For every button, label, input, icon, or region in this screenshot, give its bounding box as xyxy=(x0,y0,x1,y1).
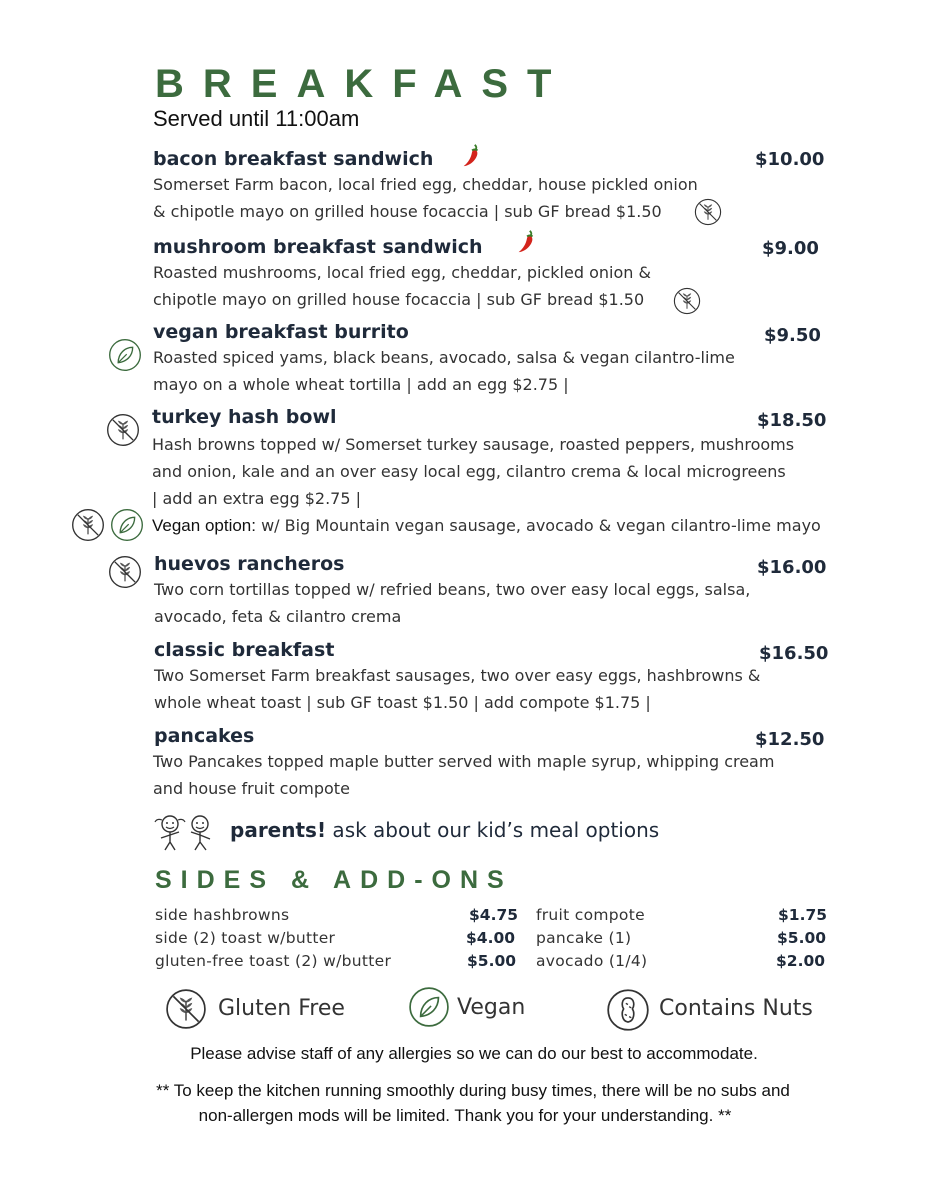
item-description: | add an extra egg $2.75 | xyxy=(152,489,362,508)
item-name: classic breakfast xyxy=(154,639,335,661)
menu-title: BREAKFAST xyxy=(155,62,571,106)
gluten-free-icon xyxy=(694,198,722,226)
item-description: Roasted mushrooms, local fried egg, cheddar, pickled onion & xyxy=(153,263,651,282)
side-item-name: side hashbrowns xyxy=(155,906,290,924)
item-name: bacon breakfast sandwich xyxy=(153,148,434,170)
side-item-price: $4.00 xyxy=(466,929,516,947)
allergy-note: Please advise staff of any allergies so we can do our best to accommodate. xyxy=(190,1044,758,1063)
item-description: and house fruit compote xyxy=(153,779,350,798)
side-item-price: $1.75 xyxy=(778,906,828,924)
item-price: $18.50 xyxy=(757,410,827,431)
gluten-free-icon xyxy=(673,287,701,315)
nut-icon xyxy=(606,988,650,1032)
side-item-price: $2.00 xyxy=(776,952,826,970)
gluten-free-icon xyxy=(108,555,142,589)
legend-nuts: Contains Nuts xyxy=(659,996,813,1021)
side-item-price: $5.00 xyxy=(467,952,517,970)
side-item-price: $5.00 xyxy=(777,929,827,947)
kids-meal-bold: parents! xyxy=(230,818,327,842)
item-description: Hash browns topped w/ Somerset turkey sausage, roasted peppers, mushrooms xyxy=(152,435,795,454)
item-description: & chipotle mayo on grilled house focaccia | sub GF bread $1.50 xyxy=(153,202,662,221)
item-description: and onion, kale and an over easy local egg, cilantro crema & local microgreens xyxy=(152,462,786,481)
item-description: mayo on a whole wheat tortilla | add an egg $2.75 | xyxy=(153,375,569,394)
kids-meal-note xyxy=(230,818,659,842)
side-item-name: avocado (1/4) xyxy=(536,952,648,970)
sides-title: SIDES & ADD-ONS xyxy=(155,866,513,894)
item-price: $10.00 xyxy=(755,149,825,170)
item-description: Two Pancakes topped maple butter served with maple syrup, whipping cream xyxy=(153,752,775,771)
item-description: Roasted spiced yams, black beans, avocado, salsa & vegan cilantro-lime xyxy=(153,348,735,367)
item-name: vegan breakfast burrito xyxy=(153,321,409,343)
legend-gluten-free: Gluten Free xyxy=(218,996,345,1021)
item-name: pancakes xyxy=(154,725,255,747)
chili-icon xyxy=(515,228,539,254)
side-item-name: pancake (1) xyxy=(536,929,632,947)
item-name: turkey hash bowl xyxy=(152,406,337,428)
gluten-free-icon xyxy=(71,508,105,542)
item-price: $16.00 xyxy=(757,557,827,578)
kids-icon xyxy=(152,812,220,852)
policy-note-line1: ** To keep the kitchen running smoothly during busy times, there will be no subs and xyxy=(156,1081,790,1100)
item-name: mushroom breakfast sandwich xyxy=(153,236,483,258)
vegan-option-text: w/ Big Mountain vegan sausage, avocado & vegan cilantro-lime mayo xyxy=(255,516,821,535)
side-item-name: gluten-free toast (2) w/butter xyxy=(155,952,392,970)
chili-icon xyxy=(460,142,484,168)
vegan-icon xyxy=(408,986,450,1028)
item-price: $12.50 xyxy=(755,729,825,750)
item-name: huevos rancheros xyxy=(154,553,345,575)
kids-meal-text: ask about our kid’s meal options xyxy=(326,818,660,842)
side-item-name: fruit compote xyxy=(536,906,645,924)
item-description: whole wheat toast | sub GF toast $1.50 | add compote $1.75 | xyxy=(154,693,651,712)
item-price: $9.00 xyxy=(762,238,819,259)
item-description: chipotle mayo on grilled house focaccia | sub GF bread $1.50 xyxy=(153,290,645,309)
legend-vegan: Vegan xyxy=(457,995,526,1020)
item-description: Two Somerset Farm breakfast sausages, two over easy eggs, hashbrowns & xyxy=(154,666,761,685)
item-price: $16.50 xyxy=(759,643,829,664)
item-price: $9.50 xyxy=(764,325,821,346)
item-description: avocado, feta & cilantro crema xyxy=(154,607,402,626)
gluten-free-icon xyxy=(106,413,140,447)
vegan-option xyxy=(152,512,821,539)
policy-note-line2: non-allergen mods will be limited. Thank you for your understanding. ** xyxy=(198,1106,732,1125)
vegan-icon xyxy=(108,338,142,372)
item-description: Two corn tortillas topped w/ refried beans, two over easy local eggs, salsa, xyxy=(154,580,751,599)
side-item-price: $4.75 xyxy=(469,906,519,924)
vegan-icon xyxy=(110,508,144,542)
gluten-free-icon xyxy=(165,988,207,1030)
item-description: Somerset Farm bacon, local fried egg, cheddar, house pickled onion xyxy=(153,175,698,194)
side-item-name: side (2) toast w/butter xyxy=(155,929,336,947)
vegan-option-label: Vegan option: xyxy=(152,516,256,535)
menu-subtitle: Served until 11:00am xyxy=(153,106,360,131)
